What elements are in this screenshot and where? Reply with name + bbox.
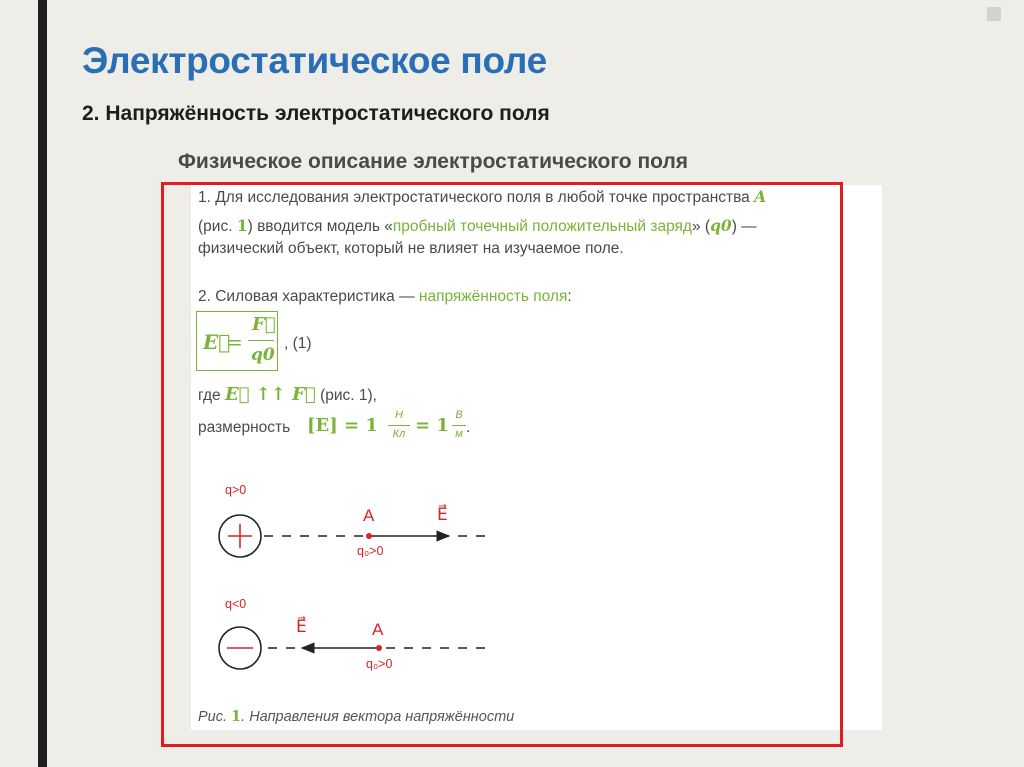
top-point-label: A: [363, 506, 375, 525]
point-a-ref: A: [754, 187, 767, 206]
formula-tag: , (1): [284, 335, 312, 352]
unit-m: м: [455, 428, 463, 440]
paragraph-1-line-1: 1. Для исследования электростатического поля в любой точке пространства A: [198, 187, 767, 206]
top-charge-label: q>0: [225, 483, 247, 497]
formula-equals: =: [226, 330, 243, 354]
slide-subtitle: 2. Напряжённость электростатического поля: [82, 102, 550, 125]
field-strength-link[interactable]: напряжённость поля: [418, 288, 568, 305]
dimension-math: [E] = 1: [307, 415, 378, 436]
q0-symbol: q0: [710, 216, 732, 235]
where-math: E⃗ ↑↑ F⃗: [224, 384, 316, 405]
top-test-label: q₀>0: [357, 544, 384, 558]
dimension-end: .: [466, 419, 471, 436]
unit-n: Н: [395, 409, 403, 421]
bottom-vector-label: E⃗: [296, 617, 307, 636]
slide-title: Электростатическое поле: [82, 40, 547, 81]
formula-e-vector: E⃗: [203, 330, 231, 354]
bottom-charge-label: q<0: [225, 597, 247, 611]
figure-caption: Рис. 1. Направления вектора напряжённости: [198, 708, 515, 725]
formula-numerator: F⃗: [252, 314, 276, 335]
where-line: где E⃗ ↑↑ F⃗ (рис. 1),: [198, 384, 377, 405]
paragraph-1-line-2: (рис. 1) вводится модель «пробный точечный положительный заряд» (q0) —: [198, 216, 757, 235]
highlight-frame: [161, 182, 843, 747]
section-caption: Физическое описание электростатического поля: [178, 150, 689, 173]
dimension-mid: = 1: [415, 415, 449, 436]
bottom-test-label: q₀>0: [366, 657, 393, 671]
formula-denominator: q0: [251, 345, 275, 365]
dimension-label: размерность: [198, 419, 291, 436]
paragraph-2: 2. Силовая характеристика — напряжённость поля:: [198, 288, 572, 305]
unit-kl: Кл: [392, 428, 406, 440]
unit-v: В: [455, 409, 463, 421]
top-vector-label: E⃗: [437, 505, 448, 524]
paragraph-1-line-3: физический объект, который не влияет на изучаемое поле.: [198, 240, 624, 257]
test-charge-link[interactable]: пробный точечный положительный заряд: [392, 218, 692, 235]
bottom-point-label: A: [372, 620, 384, 639]
